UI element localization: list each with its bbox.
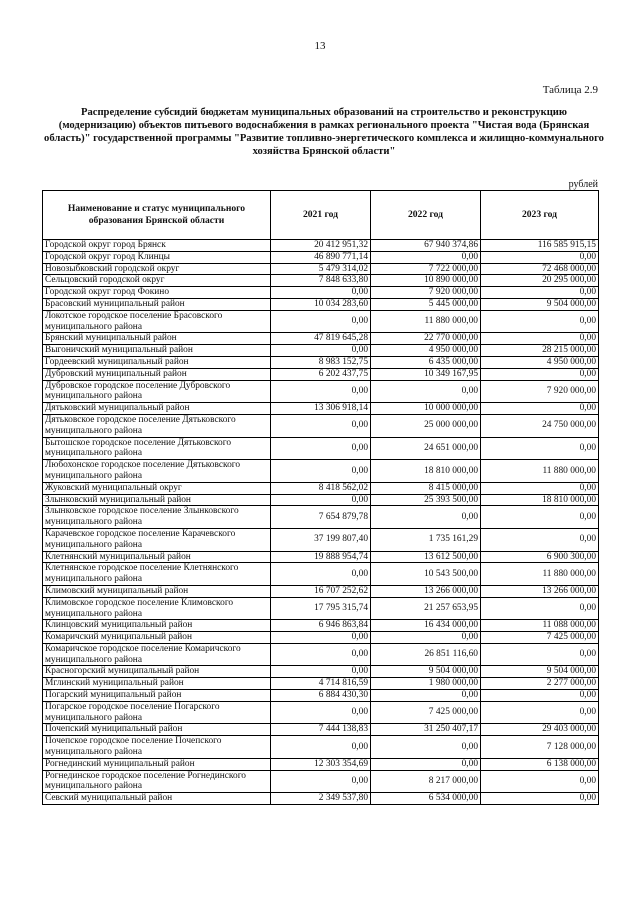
row-2021-cell: 0,00 (271, 310, 371, 333)
row-name-cell: Комаричский муниципальный район (43, 632, 271, 644)
unit-label: рублей (568, 179, 598, 190)
row-2022-cell: 10 349 167,95 (371, 368, 481, 380)
row-name-cell: Климовское городское поселение Климовского муниципального района (43, 597, 271, 620)
row-2022-cell: 5 445 000,00 (371, 298, 481, 310)
row-2023-cell: 28 215 000,00 (481, 345, 599, 357)
row-2023-cell: 24 750 000,00 (481, 414, 599, 437)
row-2022-cell: 0,00 (371, 380, 481, 403)
row-2023-cell: 13 266 000,00 (481, 585, 599, 597)
row-2023-cell: 0,00 (481, 310, 599, 333)
header-name: Наименование и статус муниципального образования Брянской области (43, 191, 271, 240)
row-2022-cell: 9 504 000,00 (371, 666, 481, 678)
table-row (43, 736, 599, 759)
row-2022-cell: 1 735 161,29 (371, 528, 481, 551)
row-2022-cell: 1 980 000,00 (371, 678, 481, 690)
row-2021-cell: 0,00 (271, 666, 371, 678)
row-2022-cell: 13 266 000,00 (371, 585, 481, 597)
row-2021-cell: 7 848 633,80 (271, 275, 371, 287)
row-2021-cell: 2 349 537,80 (271, 793, 371, 805)
row-2021-cell: 0,00 (271, 414, 371, 437)
row-2023-cell: 18 810 000,00 (481, 494, 599, 506)
table-row (43, 701, 599, 724)
table-row (43, 690, 599, 702)
row-2022-cell: 10 543 500,00 (371, 563, 481, 586)
row-name-cell: Сельцовский городской округ (43, 275, 271, 287)
row-2023-cell: 11 088 000,00 (481, 620, 599, 632)
row-name-cell: Брасовский муниципальный район (43, 298, 271, 310)
row-name-cell: Дубровское городское поселение Дубровского муниципального района (43, 380, 271, 403)
row-2022-cell: 7 920 000,00 (371, 287, 481, 299)
table-row (43, 380, 599, 403)
row-2023-cell: 0,00 (481, 482, 599, 494)
table-row (43, 251, 599, 263)
row-2022-cell: 18 810 000,00 (371, 460, 481, 483)
row-2022-cell: 4 950 000,00 (371, 345, 481, 357)
table-row (43, 482, 599, 494)
row-2022-cell: 13 612 500,00 (371, 551, 481, 563)
row-2023-cell: 7 425 000,00 (481, 632, 599, 644)
row-name-cell: Клетнянский муниципальный район (43, 551, 271, 563)
row-name-cell: Брянский муниципальный район (43, 333, 271, 345)
row-2021-cell: 0,00 (271, 287, 371, 299)
row-2023-cell: 0,00 (481, 528, 599, 551)
table-row (43, 620, 599, 632)
row-2021-cell: 10 034 283,60 (271, 298, 371, 310)
row-2022-cell: 0,00 (371, 690, 481, 702)
row-name-cell: Выгоничский муниципальный район (43, 345, 271, 357)
row-2023-cell: 11 880 000,00 (481, 563, 599, 586)
row-2021-cell: 8 418 562,02 (271, 482, 371, 494)
row-2023-cell: 6 900 300,00 (481, 551, 599, 563)
row-name-cell: Погарское городское поселение Погарского муниципального района (43, 701, 271, 724)
row-2021-cell: 12 303 354,69 (271, 758, 371, 770)
header-2021: 2021 год (271, 191, 371, 240)
row-2021-cell: 16 707 252,62 (271, 585, 371, 597)
row-name-cell: Комаричское городское поселение Комаричского муниципального района (43, 643, 271, 666)
row-2021-cell: 4 714 816,59 (271, 678, 371, 690)
row-2022-cell: 0,00 (371, 506, 481, 529)
row-2021-cell: 6 946 863,84 (271, 620, 371, 632)
table-row (43, 724, 599, 736)
row-2023-cell: 20 295 000,00 (481, 275, 599, 287)
table-body (43, 240, 599, 805)
table-row (43, 551, 599, 563)
row-name-cell: Локотское городское поселение Брасовского муниципального района (43, 310, 271, 333)
row-2022-cell: 31 250 407,17 (371, 724, 481, 736)
row-name-cell: Почепское городское поселение Почепского муниципального района (43, 736, 271, 759)
row-2021-cell: 19 888 954,74 (271, 551, 371, 563)
row-2022-cell: 10 000 000,00 (371, 403, 481, 415)
row-2022-cell: 26 851 116,60 (371, 643, 481, 666)
table-row (43, 414, 599, 437)
table-row (43, 287, 599, 299)
table-row (43, 758, 599, 770)
row-2023-cell: 2 277 000,00 (481, 678, 599, 690)
row-2023-cell: 4 950 000,00 (481, 356, 599, 368)
table-row (43, 345, 599, 357)
row-2021-cell: 0,00 (271, 632, 371, 644)
row-2022-cell: 8 415 000,00 (371, 482, 481, 494)
table-row (43, 310, 599, 333)
row-2023-cell: 0,00 (481, 506, 599, 529)
row-2023-cell: 116 585 915,15 (481, 240, 599, 252)
row-2021-cell: 47 819 645,28 (271, 333, 371, 345)
row-2021-cell: 46 890 771,14 (271, 251, 371, 263)
row-2023-cell: 0,00 (481, 793, 599, 805)
row-2021-cell: 37 199 807,40 (271, 528, 371, 551)
row-2022-cell: 7 722 000,00 (371, 263, 481, 275)
row-2023-cell: 72 468 000,00 (481, 263, 599, 275)
row-2022-cell: 10 890 000,00 (371, 275, 481, 287)
table-title: Распределение субсидий бюджетам муниципальных образований на строительство и реконструкцию (модернизацию) объектов питьевого водоснабжения в рамках регионального проекта "Чистая вода (Брянская область)" государственной программы "Развитие топливно-энергетического комплекса и жилищно-коммунального хозяйства Брянской области" (44, 107, 604, 157)
row-2021-cell: 0,00 (271, 643, 371, 666)
row-name-cell: Злынковское городское поселение Злынковского муниципального района (43, 506, 271, 529)
table-header-row (43, 191, 599, 240)
row-2021-cell: 8 983 152,75 (271, 356, 371, 368)
row-2023-cell: 7 920 000,00 (481, 380, 599, 403)
header-2022: 2022 год (371, 191, 481, 240)
row-2023-cell: 0,00 (481, 690, 599, 702)
row-2023-cell: 7 128 000,00 (481, 736, 599, 759)
row-2021-cell: 7 444 138,83 (271, 724, 371, 736)
row-2023-cell: 0,00 (481, 701, 599, 724)
row-name-cell: Гордеевский муниципальный район (43, 356, 271, 368)
row-2022-cell: 67 940 374,86 (371, 240, 481, 252)
row-2021-cell: 6 202 437,75 (271, 368, 371, 380)
subsidy-table (42, 190, 599, 805)
row-name-cell: Мглинский муниципальный район (43, 678, 271, 690)
table-row (43, 460, 599, 483)
row-name-cell: Севский муниципальный район (43, 793, 271, 805)
row-2022-cell: 24 651 000,00 (371, 437, 481, 460)
row-2023-cell: 29 403 000,00 (481, 724, 599, 736)
row-2021-cell: 5 479 314,02 (271, 263, 371, 275)
row-2023-cell: 9 504 000,00 (481, 298, 599, 310)
row-name-cell: Погарский муниципальный район (43, 690, 271, 702)
page-number: 13 (314, 40, 326, 52)
table-row (43, 403, 599, 415)
row-name-cell: Злынковский муниципальный район (43, 494, 271, 506)
row-2021-cell: 17 795 315,74 (271, 597, 371, 620)
row-2022-cell: 0,00 (371, 736, 481, 759)
row-2021-cell: 13 306 918,14 (271, 403, 371, 415)
row-name-cell: Дятьковское городское поселение Дятьковского муниципального района (43, 414, 271, 437)
table-row (43, 563, 599, 586)
row-2021-cell: 0,00 (271, 770, 371, 793)
table-row (43, 770, 599, 793)
row-2022-cell: 11 880 000,00 (371, 310, 481, 333)
row-2023-cell: 11 880 000,00 (481, 460, 599, 483)
row-2022-cell: 25 000 000,00 (371, 414, 481, 437)
row-2023-cell: 0,00 (481, 770, 599, 793)
row-2022-cell: 6 435 000,00 (371, 356, 481, 368)
table-row (43, 298, 599, 310)
table-row (43, 643, 599, 666)
row-2023-cell: 0,00 (481, 368, 599, 380)
row-name-cell: Карачевское городское поселение Карачевского муниципального района (43, 528, 271, 551)
table-row (43, 333, 599, 345)
row-2021-cell: 0,00 (271, 494, 371, 506)
row-2022-cell: 0,00 (371, 251, 481, 263)
row-2023-cell: 0,00 (481, 403, 599, 415)
table-reference: Таблица 2.9 (542, 84, 598, 96)
row-name-cell: Дятьковский муниципальный район (43, 403, 271, 415)
row-name-cell: Рогнединское городское поселение Рогнединского муниципального района (43, 770, 271, 793)
row-name-cell: Городской округ город Брянск (43, 240, 271, 252)
table-row (43, 678, 599, 690)
row-name-cell: Красногорский муниципальный район (43, 666, 271, 678)
row-2021-cell: 0,00 (271, 437, 371, 460)
table-row (43, 597, 599, 620)
row-name-cell: Клинцовский муниципальный район (43, 620, 271, 632)
table-row (43, 494, 599, 506)
row-2022-cell: 22 770 000,00 (371, 333, 481, 345)
row-name-cell: Дубровский муниципальный район (43, 368, 271, 380)
row-2023-cell: 0,00 (481, 437, 599, 460)
row-name-cell: Бытошское городское поселение Дятьковского муниципального района (43, 437, 271, 460)
row-name-cell: Клетнянское городское поселение Клетнянского муниципального района (43, 563, 271, 586)
table-row (43, 528, 599, 551)
row-2021-cell: 0,00 (271, 736, 371, 759)
table-row (43, 793, 599, 805)
row-2023-cell: 0,00 (481, 287, 599, 299)
row-name-cell: Почепский муниципальный район (43, 724, 271, 736)
row-2021-cell: 0,00 (271, 345, 371, 357)
row-2021-cell: 0,00 (271, 460, 371, 483)
row-name-cell: Городской округ город Клинцы (43, 251, 271, 263)
header-2023: 2023 год (481, 191, 599, 240)
row-name-cell: Любохонское городское поселение Дятьковского муниципального района (43, 460, 271, 483)
row-2022-cell: 25 393 500,00 (371, 494, 481, 506)
row-2021-cell: 6 884 430,30 (271, 690, 371, 702)
table-row (43, 240, 599, 252)
row-name-cell: Городской округ город Фокино (43, 287, 271, 299)
row-2021-cell: 7 654 879,78 (271, 506, 371, 529)
row-2022-cell: 0,00 (371, 758, 481, 770)
row-2022-cell: 21 257 653,95 (371, 597, 481, 620)
row-name-cell: Новозыбковский городской округ (43, 263, 271, 275)
table-row (43, 275, 599, 287)
row-name-cell: Рогнединский муниципальный район (43, 758, 271, 770)
table-row (43, 368, 599, 380)
table-row (43, 506, 599, 529)
row-2022-cell: 16 434 000,00 (371, 620, 481, 632)
table-row (43, 666, 599, 678)
row-2022-cell: 6 534 000,00 (371, 793, 481, 805)
table-row (43, 585, 599, 597)
row-2023-cell: 0,00 (481, 251, 599, 263)
table-row (43, 632, 599, 644)
row-2021-cell: 0,00 (271, 701, 371, 724)
table-row (43, 263, 599, 275)
row-2022-cell: 7 425 000,00 (371, 701, 481, 724)
row-2023-cell: 9 504 000,00 (481, 666, 599, 678)
row-2022-cell: 0,00 (371, 632, 481, 644)
row-2023-cell: 0,00 (481, 333, 599, 345)
row-name-cell: Климовский муниципальный район (43, 585, 271, 597)
row-2023-cell: 0,00 (481, 643, 599, 666)
row-2022-cell: 8 217 000,00 (371, 770, 481, 793)
row-2021-cell: 20 412 951,32 (271, 240, 371, 252)
row-2021-cell: 0,00 (271, 563, 371, 586)
table-row (43, 356, 599, 368)
row-2023-cell: 0,00 (481, 597, 599, 620)
row-2023-cell: 6 138 000,00 (481, 758, 599, 770)
row-2021-cell: 0,00 (271, 380, 371, 403)
table-row (43, 437, 599, 460)
row-name-cell: Жуковский муниципальный округ (43, 482, 271, 494)
